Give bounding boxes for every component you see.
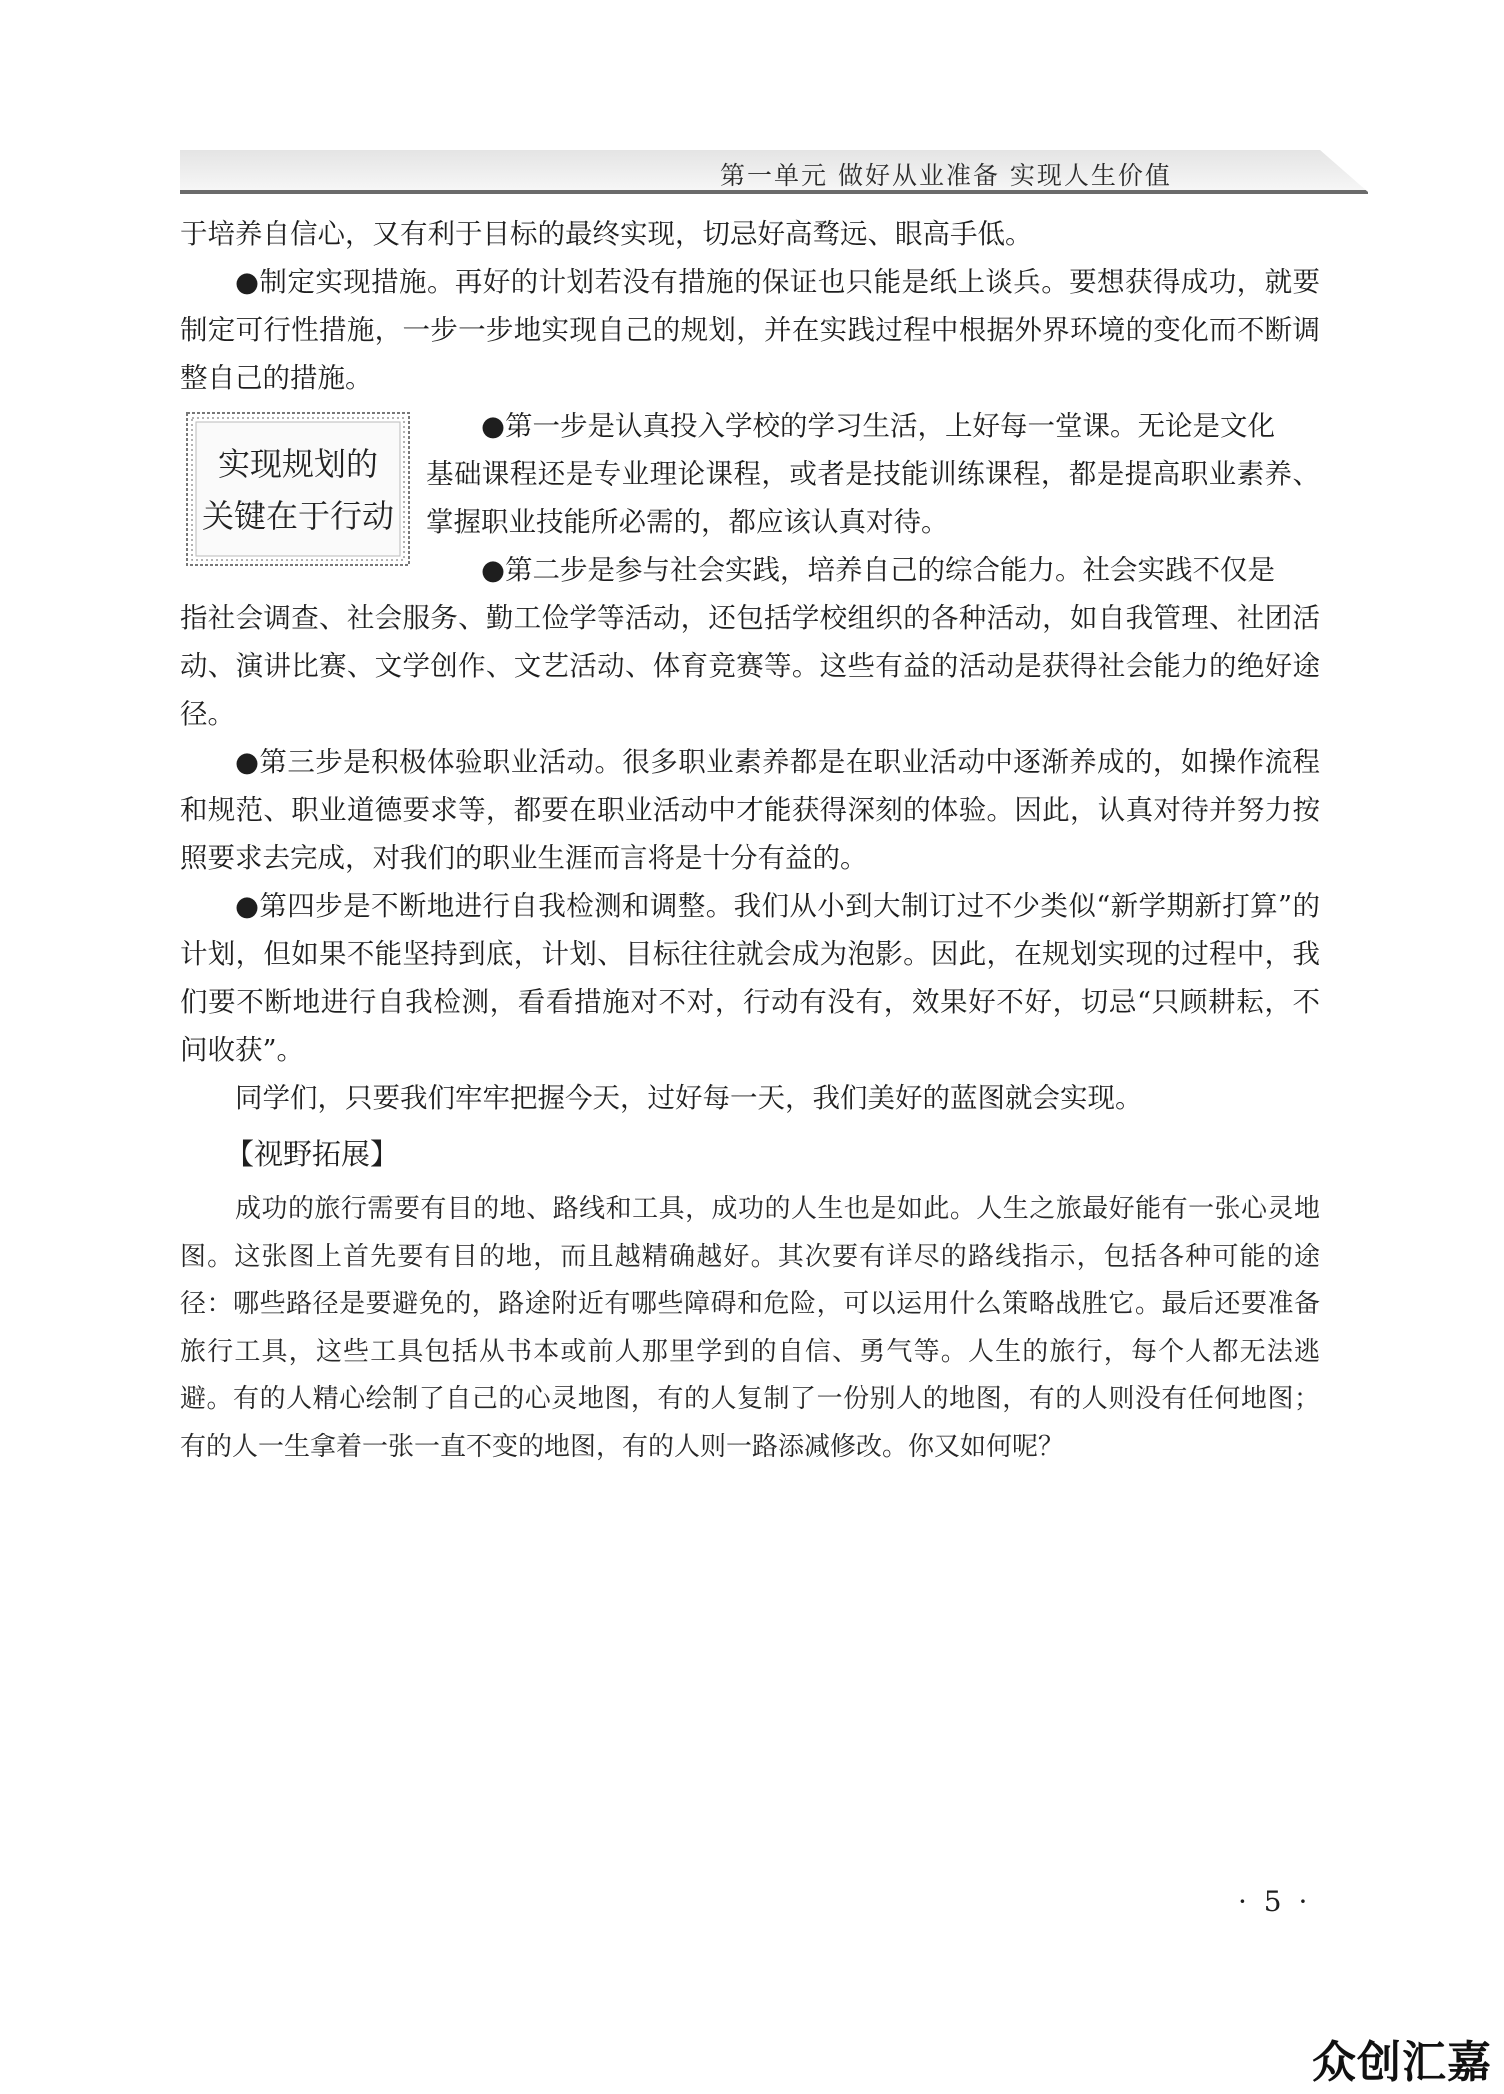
extension-heading: 【视野拓展】 xyxy=(225,1137,400,1171)
header-title: 第一单元 做好从业准备 实现人生价值 xyxy=(720,161,1172,190)
watermark-logo: 众创汇嘉 xyxy=(1312,2037,1492,2088)
paragraph-step-three: ●第三步是积极体验职业活动。很多职业素养都是在职业活动中逐渐养成的，如操作流程和规范、职业道德要求等，都要在职业活动中才能获得深刻的体验。因此，认真对待并努力按照要求去完成，对我们的职业生涯而言将是十分有益的。 xyxy=(180,746,1320,874)
paragraph-continuation: 于培养自信心，又有利于目标的最终实现，切忌好高骛远、眼高手低。 xyxy=(180,218,1033,250)
step-one-rest: 基础课程还是专业理论课程，或者是技能训练课程，都是提高职业素养、掌握职业技能所必需的，都应该认真对待。 xyxy=(426,458,1320,538)
running-header xyxy=(180,150,1368,192)
step-two-rest: 指社会调查、社会服务、勤工俭学等活动，还包括学校组织的各种活动，如自我管理、社团活动、演讲比赛、文学创作、文艺活动、体育竞赛等。这些有益的活动是获得社会能力的绝好途径。 xyxy=(180,602,1320,730)
header-slant xyxy=(1320,150,1368,192)
paragraph-measures: ●制定实现措施。再好的计划若没有措施的保证也只能是纸上谈兵。要想获得成功，就要制定可行性措施，一步一步地实现自己的规划，并在实践过程中根据外界环境的变化而不断调整自己的措施。 xyxy=(180,266,1320,394)
callout-line-2: 关键在于行动 xyxy=(201,497,394,535)
paragraph-step-four: ●第四步是不断地进行自我检测和调整。我们从小到大制订过不少类似“新学期新打算”的计划，但如果不能坚持到底，计划、目标往往就会成为泡影。因此，在规划实现的过程中，我们要不断地进行自我检测，看看措施对不对，行动有没有，效果好不好，切忌“只顾耕耘，不问收获”。 xyxy=(180,890,1320,1066)
extension-text: 成功的旅行需要有目的地、路线和工具，成功的人生也是如此。人生之旅最好能有一张心灵地图。这张图上首先要有目的地，而且越精确越好。其次要有详尽的路线指示，包括各种可能的途径：哪些路径是要避免的，路途附近有哪些障碍和危险，可以运用什么策略战胜它。最后还要准备旅行工具，这些工具包括从书本或前人那里学到的自信、勇气等。人生的旅行，每个人都无法逃避。有的人精心绘制了自己的心灵地图，有的人复制了一份别人的地图，有的人则没有任何地图；有的人一生拿着一张一直不变的地图，有的人则一路添减修改。你又如何呢？ xyxy=(180,1194,1320,1462)
callout-line-1: 实现规划的 xyxy=(217,445,378,483)
callout-box xyxy=(184,410,412,568)
step-one-first-line: ●第一步是认真投入学校的学习生活，上好每一堂课。无论是文化 xyxy=(481,410,1275,442)
paragraph-closing: 同学们，只要我们牢牢把握今天，过好每一天，我们美好的蓝图就会实现。 xyxy=(235,1082,1143,1114)
step-two-first-line: ●第二步是参与社会实践，培养自己的综合能力。社会实践不仅是 xyxy=(481,554,1275,586)
page-body xyxy=(180,210,1320,1471)
paragraph-step-two xyxy=(180,546,1320,738)
page-number: · 5 · xyxy=(1238,1885,1312,1918)
callout-text xyxy=(184,438,412,542)
